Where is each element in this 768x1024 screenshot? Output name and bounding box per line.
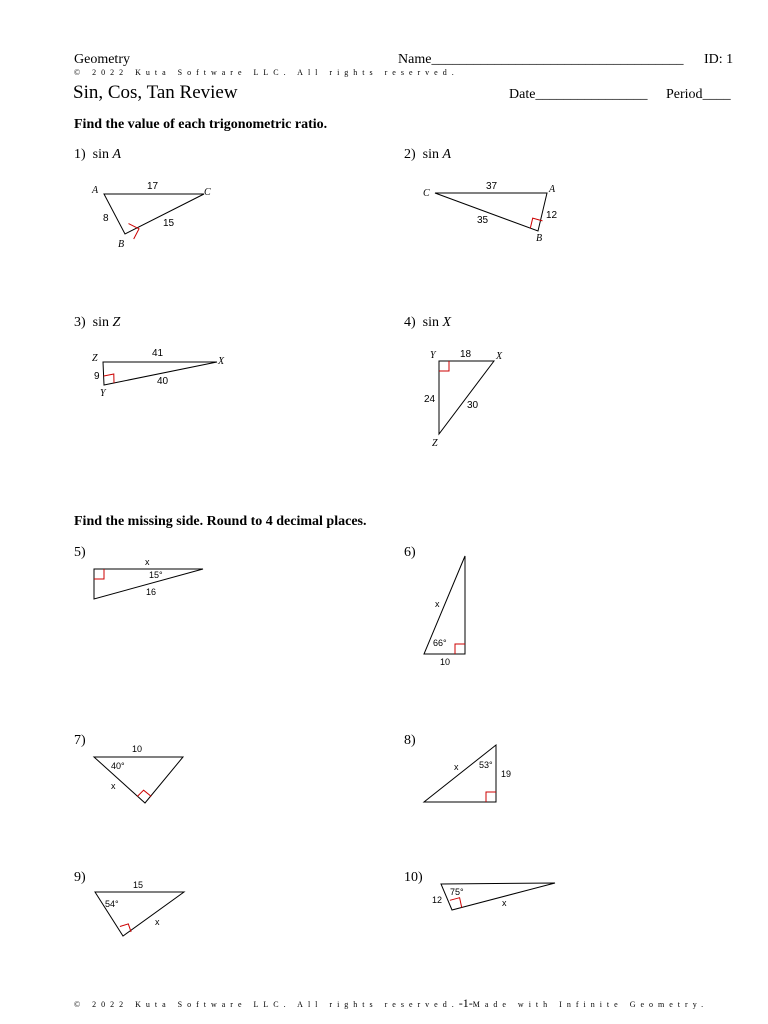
worksheet-title: Sin, Cos, Tan Review [73, 82, 238, 103]
side-label: x [454, 762, 459, 772]
side-label: 9 [94, 371, 100, 382]
problem-7-triangle [85, 740, 195, 808]
problem-8-triangle [420, 740, 520, 808]
side-label: 15 [163, 218, 175, 229]
problem-6-triangle [420, 552, 480, 670]
side-label: 10 [132, 744, 143, 754]
triangle-outline [435, 193, 547, 231]
footer-made-with: Made with Infinite Geometry. [472, 1000, 709, 1009]
footer-copyright: © 2022 Kuta Software LLC. All rights reserved. [74, 1000, 459, 1009]
right-angle-mark [450, 898, 462, 908]
side-label: 19 [501, 769, 512, 779]
angle-label: 40° [111, 761, 125, 771]
id-label: ID: 1 [704, 52, 734, 67]
date-field [509, 87, 647, 103]
side-label: 30 [467, 400, 479, 411]
vertex-label: A [549, 184, 556, 195]
problem-5-triangle [85, 555, 215, 605]
side-label: 12 [546, 210, 558, 221]
subject-label: Geometry [74, 52, 130, 67]
problem-7-number: 7) [74, 733, 86, 748]
side-label: 24 [424, 394, 436, 405]
problem-4-triangle [420, 345, 520, 450]
name-field [398, 52, 683, 68]
triangle-outline [104, 194, 204, 234]
problem-2-prompt: 2) sin A [404, 147, 452, 162]
right-angle-mark [94, 569, 104, 579]
side-label: 12 [432, 895, 443, 905]
vertex-label: C [423, 188, 430, 199]
problem-6-number: 6) [404, 545, 416, 560]
period-label: Period [666, 87, 703, 102]
right-angle-mark [104, 374, 114, 383]
vertex-label: X [496, 351, 503, 362]
right-angle-mark [486, 792, 496, 802]
footer [74, 996, 708, 1011]
angle-label: 15° [149, 570, 163, 580]
problem-3-triangle [85, 345, 245, 405]
side-label: 40 [157, 376, 169, 387]
vertex-label: Y [100, 388, 106, 399]
right-angle-mark [137, 790, 151, 796]
angle-label: 54° [105, 899, 119, 909]
vertex-label: B [118, 239, 125, 250]
problem-1-prompt: 1) sin A [74, 147, 122, 162]
triangle-outline [94, 757, 183, 803]
side-label: 15 [133, 880, 144, 890]
angle-label: 66° [433, 638, 447, 648]
header-copyright: © 2022 Kuta Software LLC. All rights reserved. [74, 68, 459, 77]
side-label: 17 [147, 181, 159, 192]
problem-2-triangle [420, 175, 570, 255]
side-label: x [435, 599, 440, 609]
vertex-label: Z [92, 353, 98, 364]
vertex-label: C [204, 187, 211, 198]
side-label: 41 [152, 348, 164, 359]
right-angle-mark [120, 924, 131, 932]
side-label: x [111, 781, 116, 791]
side-label: 37 [486, 181, 498, 192]
problem-9-triangle [85, 875, 195, 940]
vertex-label: Z [432, 438, 438, 449]
page-number: -1- [458, 996, 473, 1010]
right-angle-mark [455, 644, 465, 654]
side-label: 18 [460, 349, 472, 360]
problem-1-triangle [80, 175, 230, 255]
date-line: ________________ [535, 87, 648, 102]
side-label: 16 [146, 587, 157, 597]
problem-4-prompt: 4) sin X [404, 315, 452, 330]
triangle-outline [439, 361, 494, 434]
name-label: Name [398, 52, 432, 67]
vertex-label: Y [430, 350, 436, 361]
side-label: 35 [477, 215, 489, 226]
side-label: 8 [103, 213, 109, 224]
side-label: x [502, 898, 507, 908]
angle-label: 75° [450, 887, 464, 897]
name-line: ____________________________________ [431, 52, 684, 67]
triangle-outline [424, 745, 496, 802]
section1-instruction: Find the value of each trigonometric ratio. [74, 117, 328, 132]
problem-8-number: 8) [404, 733, 416, 748]
problem-10-triangle [425, 875, 565, 915]
problem-5-number: 5) [74, 545, 86, 560]
vertex-label: B [536, 233, 543, 244]
period-line: ____ [702, 87, 731, 102]
section2-instruction: Find the missing side. Round to 4 decimal places. [74, 514, 367, 529]
angle-label: 53° [479, 760, 493, 770]
vertex-label: A [92, 185, 99, 196]
problem-3-prompt: 3) sin Z [74, 315, 121, 330]
side-label: x [145, 557, 150, 567]
right-angle-mark [439, 361, 449, 371]
side-label: x [155, 917, 160, 927]
problem-9-number: 9) [74, 870, 86, 885]
problem-10-number: 10) [404, 870, 423, 885]
vertex-label: X [218, 356, 225, 367]
period-field [666, 87, 731, 103]
date-label: Date [509, 87, 536, 102]
side-label: 10 [440, 657, 451, 667]
